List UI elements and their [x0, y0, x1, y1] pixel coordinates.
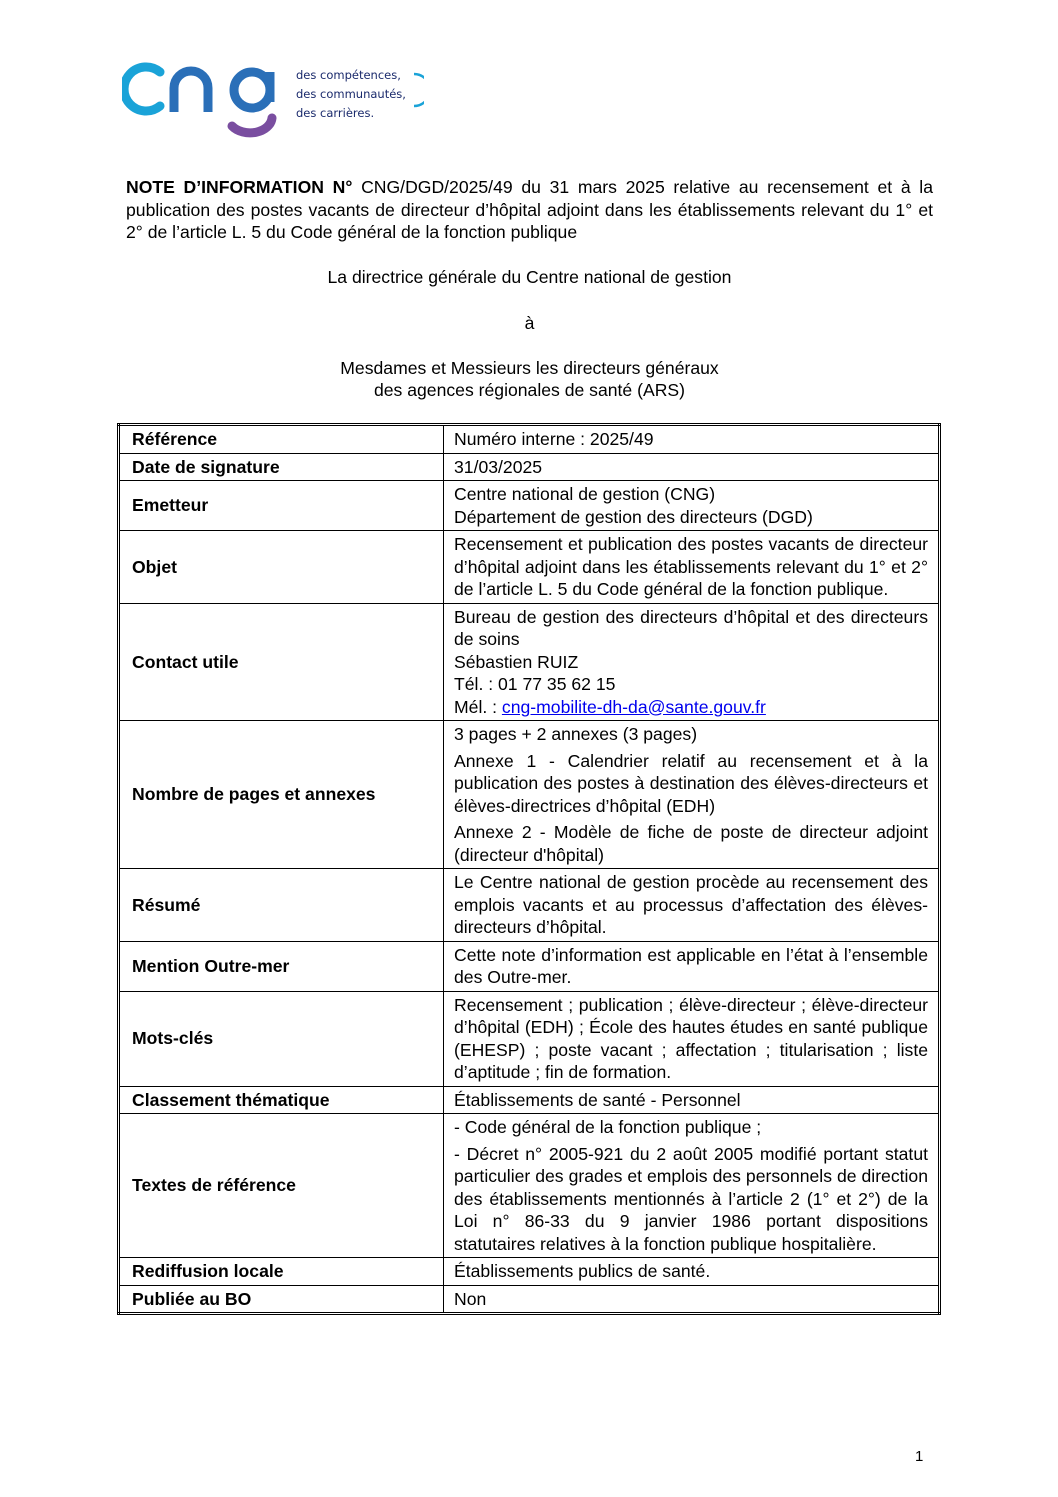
row-label: Rediffusion locale	[119, 1258, 444, 1286]
table-row	[119, 425, 940, 454]
value-line: Département de gestion des directeurs (DGD)	[454, 506, 813, 527]
row-value	[444, 941, 940, 991]
value-line: Le Centre national de gestion procède au recensement des emplois vacants et au processus d’affectation des élèves-directeurs d’hôpital.	[454, 872, 928, 937]
recipients	[126, 357, 933, 401]
row-label: Textes de référence	[119, 1114, 444, 1258]
table-row	[119, 1258, 940, 1286]
row-label: Objet	[119, 531, 444, 604]
tagline-line: des carrières.	[296, 106, 375, 120]
row-label: Date de signature	[119, 453, 444, 481]
value-line: Établissements publics de santé.	[454, 1261, 711, 1281]
value-line: Numéro interne : 2025/49	[454, 429, 654, 449]
value-line: Annexe 1 - Calendrier relatif au recensement et à la publication des postes à destination des élèves-directeurs et élèves-directrices d’hôpital (EDH)	[454, 750, 928, 816]
row-label: Nombre de pages et annexes	[119, 721, 444, 869]
value-line: Non	[454, 1288, 487, 1309]
value-line: 3 pages + 2 annexes (3 pages)	[454, 724, 698, 744]
value-line: Bureau de gestion des directeurs d’hôpital et des directeurs de soins	[454, 606, 928, 649]
metadata-table	[117, 423, 941, 1315]
recipients-line: Mesdames et Messieurs les directeurs généraux	[340, 358, 719, 378]
value-line: Annexe 2 - Modèle de fiche de poste de directeur adjoint (directeur d'hôpital)	[454, 822, 928, 865]
table-row	[119, 1086, 940, 1114]
row-label: Emetteur	[119, 481, 444, 531]
value-line: Tél. : 01 77 35 62 15	[454, 674, 616, 694]
sender-line: La directrice générale du Centre national de gestion	[327, 267, 732, 287]
table-row	[119, 603, 940, 721]
value-line: Recensement et publication des postes vacants de directeur d’hôpital adjoint dans les établissements relevant du 1° et 2° de l’article L. 5 du Code général de la fonction publique.	[454, 534, 928, 599]
to-word: à	[524, 313, 535, 333]
note-title-body: CNG/DGD/2025/49 du 31 mars 2025 relative au recensement et à la publication des postes vacants de directeur d’hôpital adjoint dans les établissements relevant du 1° et 2° de l’article L. 5 du Code général de la fonction publique	[126, 177, 933, 242]
logo-tagline	[296, 66, 406, 123]
cng-wordmark-icon	[122, 62, 282, 148]
row-value	[444, 481, 940, 531]
row-value	[444, 1114, 940, 1258]
value-line: 31/03/2025	[454, 456, 543, 477]
table-row	[119, 941, 940, 991]
table-row	[119, 721, 940, 869]
tagline-line: des communautés,	[296, 87, 406, 101]
note-title	[126, 176, 933, 244]
table-row	[119, 481, 940, 531]
row-value	[444, 425, 940, 454]
row-value	[444, 1258, 940, 1286]
row-value	[444, 531, 940, 604]
row-label: Mots-clés	[119, 991, 444, 1086]
row-label: Publiée au BO	[119, 1285, 444, 1314]
recipients-line: des agences régionales de santé (ARS)	[373, 380, 685, 400]
row-value	[444, 721, 940, 869]
row-label: Mention Outre-mer	[119, 941, 444, 991]
table-row	[119, 531, 940, 604]
row-value	[444, 991, 940, 1086]
row-value	[444, 1285, 940, 1314]
tagline-line: des compétences,	[296, 68, 401, 82]
row-label: Résumé	[119, 869, 444, 942]
row-value	[444, 453, 940, 481]
row-label: Référence	[119, 425, 444, 454]
value-line: Cette note d’information est applicable en l’état à l’ensemble des Outre-mer.	[454, 944, 928, 987]
value-line: - Décret n° 2005-921 du 2 août 2005 modifié portant statut particulier des grades et emplois des personnels de direction des établissements mentionnés à l’article 2 (1° et 2°) de la Loi n° 86-33 du 9 janvier 1986 portant dispositions statutaires relatives à la fonction publique hospitalière.	[454, 1143, 928, 1254]
logo-accent-icon	[412, 70, 424, 110]
table-row	[119, 1114, 940, 1258]
row-value	[444, 869, 940, 942]
value-line: - Code général de la fonction publique ;	[454, 1117, 762, 1137]
page-number: 1	[915, 1448, 924, 1465]
email-link[interactable]: cng-mobilite-dh-da@sante.gouv.fr	[501, 696, 766, 717]
row-label: Contact utile	[119, 603, 444, 721]
row-value	[444, 603, 940, 721]
table-row	[119, 991, 940, 1086]
value-line: Sébastien RUIZ	[454, 651, 579, 672]
value-line: Recensement ; publication ; élève-directeur ; élève-directeur d’hôpital (EDH) ; École des hautes études en santé publique (EHESP) ; poste vacant ; affectation ; titularisation ; liste d’aptitude ; fin de formation.	[454, 994, 928, 1082]
value-line: Centre national de gestion (CNG)	[454, 484, 716, 504]
row-label: Classement thématique	[119, 1086, 444, 1114]
value-line: Établissements de santé - Personnel	[454, 1089, 741, 1110]
table-row	[119, 1285, 940, 1314]
table-row	[119, 869, 940, 942]
row-value	[444, 1086, 940, 1114]
note-title-prefix: NOTE D’INFORMATION N°	[126, 177, 353, 197]
table-row	[119, 453, 940, 481]
email-line	[454, 696, 928, 719]
email-prefix: Mél. :	[454, 696, 502, 717]
